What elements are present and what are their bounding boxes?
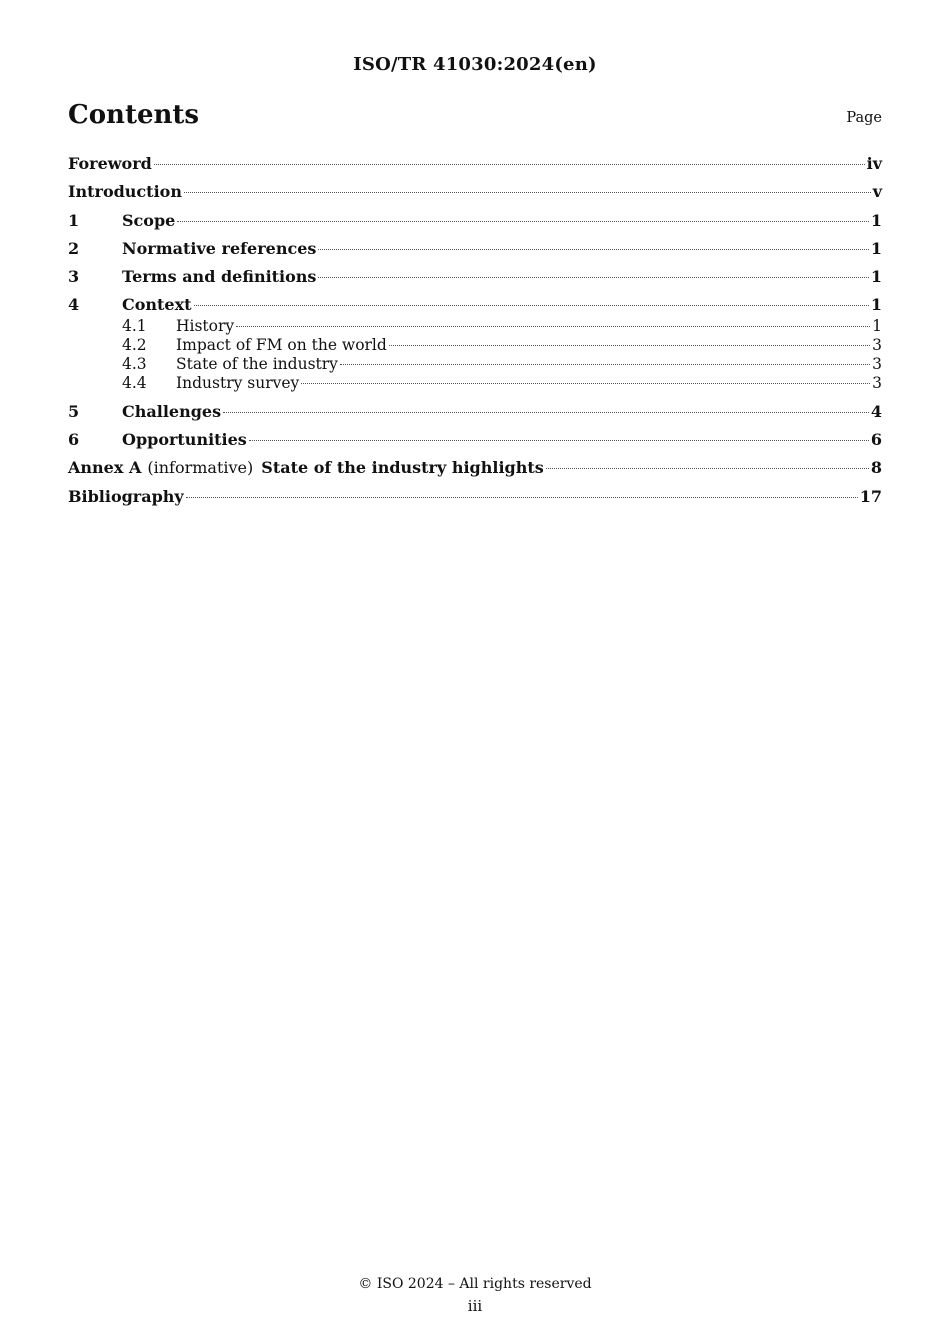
dot-leader	[194, 305, 869, 306]
toc-annex-label: Annex A	[68, 458, 142, 478]
document-id-header: ISO/TR 41030:2024(en)	[353, 54, 597, 75]
toc-entry-page: 1	[870, 267, 882, 287]
toc-subentry-industry-survey[interactable]	[68, 374, 882, 393]
toc-entry-introduction[interactable]	[68, 181, 882, 203]
toc-entry-number: 5	[68, 401, 80, 421]
toc-subentry-state-of-the-industry[interactable]	[68, 355, 882, 374]
toc-entry-title: Opportunities	[122, 430, 247, 450]
toc-subentry-history[interactable]	[68, 317, 882, 336]
toc-entry-normative-references[interactable]	[68, 238, 882, 260]
dot-leader	[154, 164, 865, 165]
toc-entry-title: Introduction	[68, 182, 182, 202]
toc-entry-title: Context	[122, 295, 192, 315]
toc-entry-page: 3	[872, 354, 882, 373]
toc-entry-page: 6	[870, 430, 882, 450]
toc-annex-qualifier: (informative)	[147, 458, 254, 478]
toc-entry-title: Industry survey	[176, 373, 300, 392]
toc-entry-page: 17	[859, 486, 882, 506]
toc-entry-page: iv	[866, 154, 882, 173]
toc-entry-title: Terms and definitions	[122, 267, 317, 287]
dot-leader	[184, 192, 871, 193]
toc-entry-title: State of the industry	[176, 354, 338, 373]
toc-entry-number: 4.3	[122, 354, 147, 373]
page-number: iii	[467, 1297, 483, 1315]
toc-entry-title: Scope	[122, 210, 176, 230]
toc-entry-number: 1	[68, 210, 80, 230]
toc-entry-title: Impact of FM on the world	[176, 335, 387, 354]
copyright-notice: © ISO 2024 – All rights reserved	[358, 1276, 592, 1292]
toc-entry-opportunities[interactable]	[68, 429, 882, 451]
page-column-label: Page	[846, 110, 882, 126]
dot-leader	[389, 345, 870, 346]
toc-entry-scope[interactable]	[68, 210, 882, 232]
toc-entry-page: v	[872, 182, 882, 202]
toc-entry-number: 4	[68, 295, 80, 315]
contents-title: Contents	[68, 100, 200, 130]
dot-leader	[318, 249, 868, 250]
toc-entry-page: 1	[870, 238, 882, 258]
table-of-contents	[68, 153, 882, 514]
dot-leader	[223, 412, 869, 413]
contents-heading-row	[68, 100, 882, 134]
toc-entry-page: 3	[872, 335, 882, 354]
toc-entry-title: Foreword	[68, 154, 152, 173]
dot-leader	[301, 383, 870, 384]
toc-entry-number: 4.1	[122, 316, 147, 335]
toc-entry-page: 3	[872, 373, 882, 392]
dot-leader	[546, 468, 869, 469]
toc-entry-context[interactable]	[68, 294, 882, 316]
dot-leader	[340, 364, 870, 365]
toc-entry-number: 3	[68, 267, 80, 287]
toc-entry-page: 1	[872, 316, 882, 335]
toc-entry-number: 2	[68, 238, 80, 258]
toc-entry-number: 6	[68, 430, 80, 450]
dot-leader	[236, 326, 870, 327]
toc-entry-page: 1	[870, 210, 882, 230]
toc-entry-bibliography[interactable]	[68, 486, 882, 508]
dot-leader	[186, 497, 858, 498]
toc-entry-annex-a[interactable]	[68, 457, 882, 479]
toc-entry-terms-and-definitions[interactable]	[68, 266, 882, 288]
toc-entry-title: Normative references	[122, 238, 317, 258]
dot-leader	[249, 440, 869, 441]
toc-entry-title: State of the industry highlights	[261, 458, 544, 478]
toc-entry-challenges[interactable]	[68, 401, 882, 423]
toc-entry-number: 4.2	[122, 335, 147, 354]
toc-entry-foreword[interactable]	[68, 153, 882, 175]
toc-entry-page: 1	[870, 295, 882, 315]
toc-entry-title: Challenges	[122, 401, 222, 421]
toc-subentry-impact-of-fm[interactable]	[68, 336, 882, 355]
toc-entry-number: 4.4	[122, 373, 147, 392]
toc-entry-title: Bibliography	[68, 486, 184, 506]
dot-leader	[318, 277, 868, 278]
toc-entry-page: 8	[870, 458, 882, 478]
toc-entry-page: 4	[870, 401, 882, 421]
toc-entry-title: History	[176, 316, 235, 335]
dot-leader	[177, 221, 869, 222]
